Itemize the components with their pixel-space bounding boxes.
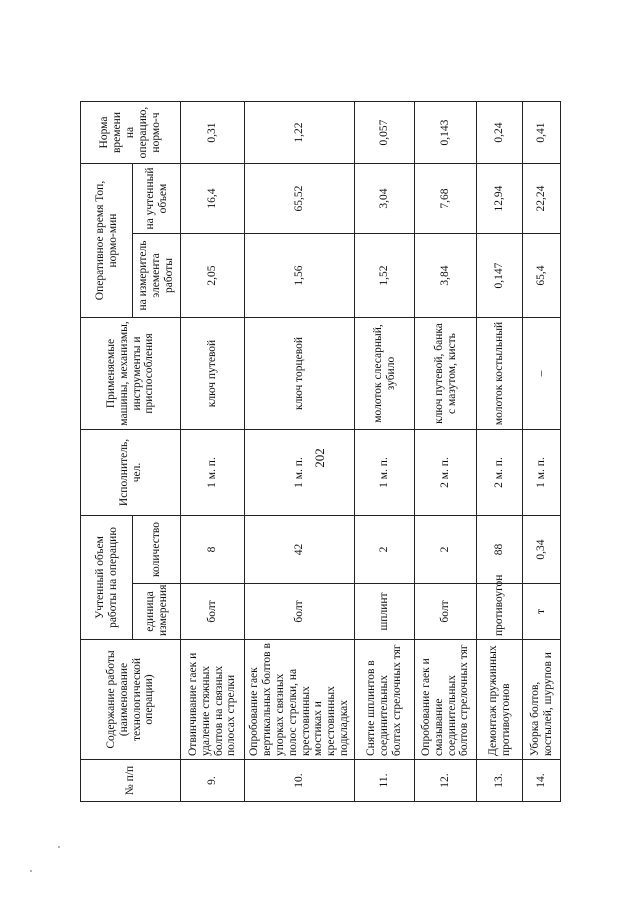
row-num: 13.	[477, 760, 523, 802]
row-per-volume: 3,04	[355, 164, 415, 234]
row-unit: шплинт	[355, 584, 415, 640]
row-norm: 0,143	[415, 102, 477, 164]
header-per-volume: на учтенный объем	[133, 164, 181, 234]
row-norm: 0,31	[181, 102, 245, 164]
row-norm: 1,22	[245, 102, 355, 164]
row-qty: 8	[181, 516, 245, 584]
row-machines: ключ путевой	[181, 318, 245, 430]
row-content: Уборка болтов, костылей, шурупов и	[523, 640, 561, 760]
row-per-meter: 1,56	[245, 234, 355, 318]
row-num: 14.	[523, 760, 561, 802]
header-executor: Исполнитель, чел.	[81, 430, 181, 516]
row-norm: 0,41	[523, 102, 561, 164]
row-executor: 2 м. п.	[477, 430, 523, 516]
header-norm: Норма времени на операцию, нормо-ч	[81, 102, 181, 164]
table-row	[415, 102, 477, 802]
row-per-meter: 0,147	[477, 234, 523, 318]
row-qty: 2	[355, 516, 415, 584]
row-num: 12.	[415, 760, 477, 802]
row-content: Опробование гаек и смазывание соединительных болтов стрелочных тяг	[415, 640, 477, 760]
row-per-volume: 22,24	[523, 164, 561, 234]
row-per-meter: 2,05	[181, 234, 245, 318]
row-per-volume: 16,4	[181, 164, 245, 234]
header-unit: единица измерения	[133, 584, 181, 640]
row-per-volume: 7,68	[415, 164, 477, 234]
row-machines: ключ путевой, банка с мазутом, кисть	[415, 318, 477, 430]
header-qty: количество	[133, 516, 181, 584]
row-machines: –	[523, 318, 561, 430]
row-num: 10.	[245, 760, 355, 802]
row-unit: болт	[181, 584, 245, 640]
scan-speck	[30, 870, 32, 872]
row-per-meter: 1,52	[355, 234, 415, 318]
row-unit: болт	[415, 584, 477, 640]
row-executor: 2 м. п.	[415, 430, 477, 516]
header-volume: Учтенный объем работы на операцию	[81, 516, 133, 640]
row-content: Отвинчивание гаек и удаление стяжных болтов на связных полосах стрелки	[181, 640, 245, 760]
row-per-meter: 65,4	[523, 234, 561, 318]
row-machines: молоток слесарный, зубило	[355, 318, 415, 430]
row-per-volume: 65,52	[245, 164, 355, 234]
row-machines: молоток костыльный	[477, 318, 523, 430]
scan-speck	[58, 846, 60, 848]
table-row	[181, 102, 245, 802]
header-per-meter: на измеритель элемента работы	[133, 234, 181, 318]
row-executor: 1 м. п.	[245, 430, 355, 516]
row-unit: т	[523, 584, 561, 640]
rotated-table-wrapper	[80, 102, 560, 802]
row-executor: 1 м. п.	[181, 430, 245, 516]
row-machines: ключ торцевой	[245, 318, 355, 430]
row-norm: 0,24	[477, 102, 523, 164]
row-qty: 88	[477, 516, 523, 584]
row-content: Снятие шплинтов в соединительных болтах стрелочных тяг	[355, 640, 415, 760]
header-machines: Применяемые машины, механизмы, инструменты и приспособления	[81, 318, 181, 430]
row-num: 11.	[355, 760, 415, 802]
table-row	[523, 102, 561, 802]
row-num: 9.	[181, 760, 245, 802]
row-per-meter: 3,84	[415, 234, 477, 318]
row-executor: 1 м. п.	[523, 430, 561, 516]
row-unit: болт	[245, 584, 355, 640]
row-content: Опробование гаек вертикальных болтов в упорках связных полос стрелки, на крестовинных мостиках и крестовинных подкладках	[245, 640, 355, 760]
table-row	[477, 102, 523, 802]
row-per-volume: 12,94	[477, 164, 523, 234]
norm-table	[80, 101, 561, 802]
page-number: 202	[312, 448, 327, 468]
row-norm: 0,057	[355, 102, 415, 164]
header-op-time: Оперативное время Топ, нормо-мин	[81, 164, 133, 318]
row-qty: 2	[415, 516, 477, 584]
table-row	[355, 102, 415, 802]
row-content: Демонтаж пружинных противоугонов	[477, 640, 523, 760]
row-unit: противоугон	[477, 584, 523, 640]
header-num: № п/п	[81, 760, 181, 802]
row-qty: 42	[245, 516, 355, 584]
row-executor: 1 м. п.	[355, 430, 415, 516]
table-row	[245, 102, 355, 802]
header-content: Содержание работы (наименование технологической операции)	[81, 640, 181, 760]
row-qty: 0,34	[523, 516, 561, 584]
